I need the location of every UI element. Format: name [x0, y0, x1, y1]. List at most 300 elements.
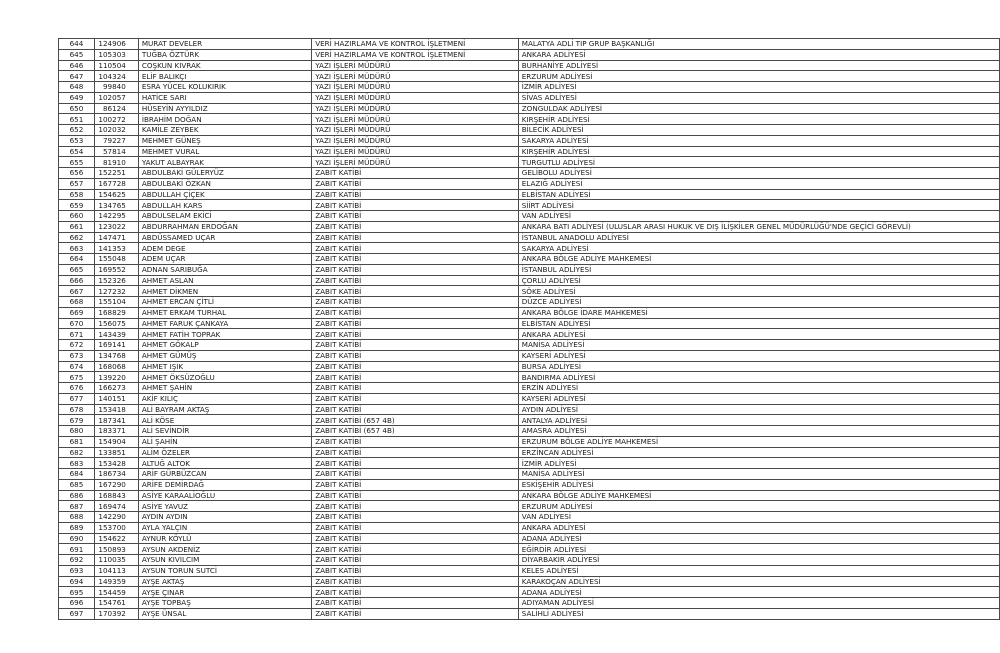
- job-title-cell: ZABIT KATİBİ: [312, 587, 519, 598]
- row-number-cell: 686: [59, 490, 95, 501]
- job-title-cell: ZABIT KATİBİ: [312, 490, 519, 501]
- workplace-cell: ADANA ADLİYESİ: [518, 533, 999, 544]
- workplace-cell: ANKARA ADLİYESİ: [518, 522, 999, 533]
- full-name-cell: TUĞBA ÖZTÜRK: [138, 49, 311, 60]
- table-row: [59, 587, 1000, 598]
- table-row: [59, 135, 1000, 146]
- table-row: [59, 168, 1000, 179]
- table-row: [59, 232, 1000, 243]
- registry-number-cell: 169552: [94, 264, 138, 275]
- job-title-cell: ZABIT KATİBİ: [312, 361, 519, 372]
- full-name-cell: AYSUN AKDENİZ: [138, 544, 311, 555]
- row-number-cell: 680: [59, 426, 95, 437]
- workplace-cell: KAYSERİ ADLİYESİ: [518, 350, 999, 361]
- table-row: [59, 200, 1000, 211]
- table-row: [59, 103, 1000, 114]
- table-row: [59, 350, 1000, 361]
- table-row: [59, 501, 1000, 512]
- workplace-cell: İZMİR ADLİYESİ: [518, 458, 999, 469]
- registry-number-cell: 102057: [94, 92, 138, 103]
- job-title-cell: YAZI İŞLERİ MÜDÜRÜ: [312, 157, 519, 168]
- table-row: [59, 297, 1000, 308]
- registry-number-cell: 134768: [94, 350, 138, 361]
- table-row: [59, 555, 1000, 566]
- row-number-cell: 647: [59, 71, 95, 82]
- registry-number-cell: 155104: [94, 297, 138, 308]
- registry-number-cell: 102032: [94, 125, 138, 136]
- table-row: [59, 275, 1000, 286]
- job-title-cell: ZABIT KATİBİ: [312, 350, 519, 361]
- registry-number-cell: 183371: [94, 426, 138, 437]
- job-title-cell: YAZI İŞLERİ MÜDÜRÜ: [312, 71, 519, 82]
- full-name-cell: AYŞE ÇINAR: [138, 587, 311, 598]
- table-row: [59, 426, 1000, 437]
- job-title-cell: ZABIT KATİBİ (657 4B): [312, 426, 519, 437]
- workplace-cell: ANKARA ADLİYESİ: [518, 329, 999, 340]
- row-number-cell: 679: [59, 415, 95, 426]
- registry-number-cell: 149359: [94, 576, 138, 587]
- row-number-cell: 656: [59, 168, 95, 179]
- registry-number-cell: 167728: [94, 178, 138, 189]
- workplace-cell: ERZİN ADLİYESİ: [518, 383, 999, 394]
- workplace-cell: MANİSA ADLİYESİ: [518, 469, 999, 480]
- registry-number-cell: 141353: [94, 243, 138, 254]
- row-number-cell: 653: [59, 135, 95, 146]
- row-number-cell: 648: [59, 82, 95, 93]
- job-title-cell: ZABIT KATİBİ: [312, 372, 519, 383]
- full-name-cell: HATİCE SARI: [138, 92, 311, 103]
- table-row: [59, 340, 1000, 351]
- full-name-cell: ABDÜSSAMED UÇAR: [138, 232, 311, 243]
- table-row: [59, 71, 1000, 82]
- row-number-cell: 651: [59, 114, 95, 125]
- row-number-cell: 657: [59, 178, 95, 189]
- job-title-cell: YAZI İŞLERİ MÜDÜRÜ: [312, 82, 519, 93]
- row-number-cell: 683: [59, 458, 95, 469]
- full-name-cell: AYSUN KIVILCIM: [138, 555, 311, 566]
- workplace-cell: ERZURUM ADLİYESİ: [518, 71, 999, 82]
- full-name-cell: AHMET FARUK ÇANKAYA: [138, 318, 311, 329]
- full-name-cell: AHMET IŞIK: [138, 361, 311, 372]
- workplace-cell: GELİBOLU ADLİYESİ: [518, 168, 999, 179]
- job-title-cell: ZABIT KATİBİ: [312, 436, 519, 447]
- full-name-cell: ALİM ÖZELER: [138, 447, 311, 458]
- workplace-cell: KELES ADLİYESİ: [518, 565, 999, 576]
- registry-number-cell: 154459: [94, 587, 138, 598]
- row-number-cell: 685: [59, 479, 95, 490]
- workplace-cell: VAN ADLİYESİ: [518, 211, 999, 222]
- row-number-cell: 666: [59, 275, 95, 286]
- table-row: [59, 243, 1000, 254]
- full-name-cell: ALİ SEVİNDİR: [138, 426, 311, 437]
- row-number-cell: 678: [59, 404, 95, 415]
- full-name-cell: AHMET ASLAN: [138, 275, 311, 286]
- row-number-cell: 691: [59, 544, 95, 555]
- table-row: [59, 318, 1000, 329]
- workplace-cell: ERZURUM BÖLGE ADLİYE MAHKEMESİ: [518, 436, 999, 447]
- workplace-cell: DÜZCE ADLİYESİ: [518, 297, 999, 308]
- full-name-cell: ABDULLAH ÇİÇEK: [138, 189, 311, 200]
- row-number-cell: 658: [59, 189, 95, 200]
- table-row: [59, 157, 1000, 168]
- row-number-cell: 675: [59, 372, 95, 383]
- row-number-cell: 655: [59, 157, 95, 168]
- full-name-cell: AYNUR KÖYLÜ: [138, 533, 311, 544]
- job-title-cell: YAZI İŞLERİ MÜDÜRÜ: [312, 103, 519, 114]
- job-title-cell: ZABIT KATİBİ: [312, 318, 519, 329]
- full-name-cell: ELİF BALIKÇI: [138, 71, 311, 82]
- row-number-cell: 649: [59, 92, 95, 103]
- row-number-cell: 650: [59, 103, 95, 114]
- workplace-cell: ERZURUM ADLİYESİ: [518, 501, 999, 512]
- workplace-cell: ANKARA BATI ADLİYESİ (ULUSLAR ARASI HUKUK VE DIŞ İLİŞKİLER GENEL MÜDÜRLÜĞÜ'NDE GEÇİCİ GÖREVLİ): [518, 221, 999, 232]
- full-name-cell: ALTUĞ ALTOK: [138, 458, 311, 469]
- workplace-cell: ADANA ADLİYESİ: [518, 587, 999, 598]
- registry-number-cell: 152251: [94, 168, 138, 179]
- table-body: [59, 39, 1000, 620]
- job-title-cell: ZABIT KATİBİ: [312, 469, 519, 480]
- workplace-cell: KAYSERİ ADLİYESİ: [518, 393, 999, 404]
- full-name-cell: AYŞE ÜNSAL: [138, 608, 311, 619]
- job-title-cell: ZABIT KATİBİ: [312, 168, 519, 179]
- full-name-cell: HÜSEYİN AYYILDIZ: [138, 103, 311, 114]
- workplace-cell: İSTANBUL ADLİYESİ: [518, 264, 999, 275]
- workplace-cell: SÖKE ADLİYESİ: [518, 286, 999, 297]
- table-row: [59, 490, 1000, 501]
- table-row: [59, 565, 1000, 576]
- row-number-cell: 687: [59, 501, 95, 512]
- table-row: [59, 404, 1000, 415]
- full-name-cell: ABDURRAHMAN ERDOĞAN: [138, 221, 311, 232]
- job-title-cell: ZABIT KATİBİ: [312, 297, 519, 308]
- full-name-cell: ESRA YÜCEL KOLUKIRIK: [138, 82, 311, 93]
- row-number-cell: 646: [59, 60, 95, 71]
- full-name-cell: AHMET ERKAM TURHAL: [138, 307, 311, 318]
- row-number-cell: 696: [59, 598, 95, 609]
- workplace-cell: SALİHLİ ADLİYESİ: [518, 608, 999, 619]
- table-row: [59, 383, 1000, 394]
- registry-number-cell: 57814: [94, 146, 138, 157]
- workplace-cell: ANKARA BÖLGE İDARE MAHKEMESİ: [518, 307, 999, 318]
- registry-number-cell: 186734: [94, 469, 138, 480]
- workplace-cell: SAKARYA ADLİYESİ: [518, 243, 999, 254]
- workplace-cell: SİVAS ADLİYESİ: [518, 92, 999, 103]
- job-title-cell: ZABIT KATİBİ: [312, 598, 519, 609]
- table-row: [59, 544, 1000, 555]
- registry-number-cell: 153418: [94, 404, 138, 415]
- job-title-cell: YAZI İŞLERİ MÜDÜRÜ: [312, 135, 519, 146]
- table-row: [59, 436, 1000, 447]
- workplace-cell: MALATYA ADLİ TIP GRUP BAŞKANLIĞI: [518, 39, 999, 50]
- job-title-cell: ZABIT KATİBİ: [312, 479, 519, 490]
- job-title-cell: ZABIT KATİBİ: [312, 307, 519, 318]
- table-row: [59, 92, 1000, 103]
- table-row: [59, 49, 1000, 60]
- workplace-cell: MANİSA ADLİYESİ: [518, 340, 999, 351]
- registry-number-cell: 104113: [94, 565, 138, 576]
- job-title-cell: ZABIT KATİBİ: [312, 340, 519, 351]
- job-title-cell: ZABIT KATİBİ (657 4B): [312, 415, 519, 426]
- table-row: [59, 415, 1000, 426]
- registry-number-cell: 86124: [94, 103, 138, 114]
- full-name-cell: İBRAHİM DOĞAN: [138, 114, 311, 125]
- table-row: [59, 125, 1000, 136]
- row-number-cell: 671: [59, 329, 95, 340]
- workplace-cell: ZONGULDAK ADLİYESİ: [518, 103, 999, 114]
- row-number-cell: 682: [59, 447, 95, 458]
- full-name-cell: MEHMET VURAL: [138, 146, 311, 157]
- full-name-cell: AHMET ÖKSÜZOĞLU: [138, 372, 311, 383]
- workplace-cell: AYDIN ADLİYESİ: [518, 404, 999, 415]
- table-row: [59, 608, 1000, 619]
- full-name-cell: AYŞE TOPBAŞ: [138, 598, 311, 609]
- registry-number-cell: 79227: [94, 135, 138, 146]
- table-row: [59, 307, 1000, 318]
- job-title-cell: ZABIT KATİBİ: [312, 254, 519, 265]
- registry-number-cell: 153700: [94, 522, 138, 533]
- full-name-cell: ABDULBAKİ GÜLERYÜZ: [138, 168, 311, 179]
- full-name-cell: AYDIN AYDIN: [138, 512, 311, 523]
- table-row: [59, 393, 1000, 404]
- workplace-cell: ESKİŞEHİR ADLİYESİ: [518, 479, 999, 490]
- job-title-cell: ZABIT KATİBİ: [312, 221, 519, 232]
- full-name-cell: COŞKUN KIVRAK: [138, 60, 311, 71]
- workplace-cell: ANKARA BÖLGE ADLİYE MAHKEMESİ: [518, 490, 999, 501]
- table-row: [59, 178, 1000, 189]
- workplace-cell: VAN ADLİYESİ: [518, 512, 999, 523]
- registry-number-cell: 187341: [94, 415, 138, 426]
- registry-number-cell: 168843: [94, 490, 138, 501]
- full-name-cell: YAKUT ALBAYRAK: [138, 157, 311, 168]
- registry-number-cell: 150893: [94, 544, 138, 555]
- job-title-cell: ZABIT KATİBİ: [312, 383, 519, 394]
- job-title-cell: YAZI İŞLERİ MÜDÜRÜ: [312, 92, 519, 103]
- table-row: [59, 372, 1000, 383]
- workplace-cell: ANTALYA ADLİYESİ: [518, 415, 999, 426]
- row-number-cell: 644: [59, 39, 95, 50]
- workplace-cell: ADIYAMAN ADLİYESİ: [518, 598, 999, 609]
- row-number-cell: 661: [59, 221, 95, 232]
- registry-number-cell: 167290: [94, 479, 138, 490]
- registry-number-cell: 104324: [94, 71, 138, 82]
- workplace-cell: DİYARBAKIR ADLİYESİ: [518, 555, 999, 566]
- table-row: [59, 221, 1000, 232]
- workplace-cell: İSTANBUL ANADOLU ADLİYESİ: [518, 232, 999, 243]
- workplace-cell: BANDIRMA ADLİYESİ: [518, 372, 999, 383]
- registry-number-cell: 154904: [94, 436, 138, 447]
- workplace-cell: SAKARYA ADLİYESİ: [518, 135, 999, 146]
- job-title-cell: ZABIT KATİBİ: [312, 555, 519, 566]
- table-row: [59, 82, 1000, 93]
- row-number-cell: 692: [59, 555, 95, 566]
- full-name-cell: ALİ KÖSE: [138, 415, 311, 426]
- registry-number-cell: 169141: [94, 340, 138, 351]
- full-name-cell: ADEM DEGE: [138, 243, 311, 254]
- registry-number-cell: 133851: [94, 447, 138, 458]
- row-number-cell: 689: [59, 522, 95, 533]
- table-row: [59, 533, 1000, 544]
- full-name-cell: ALİ BAYRAM AKTAŞ: [138, 404, 311, 415]
- registry-number-cell: 166273: [94, 383, 138, 394]
- job-title-cell: YAZI İŞLERİ MÜDÜRÜ: [312, 146, 519, 157]
- job-title-cell: ZABIT KATİBİ: [312, 275, 519, 286]
- registry-number-cell: 110504: [94, 60, 138, 71]
- registry-number-cell: 140151: [94, 393, 138, 404]
- row-number-cell: 645: [59, 49, 95, 60]
- row-number-cell: 665: [59, 264, 95, 275]
- registry-number-cell: 170392: [94, 608, 138, 619]
- full-name-cell: KAMİLE ZEYBEK: [138, 125, 311, 136]
- full-name-cell: AHMET DİKMEN: [138, 286, 311, 297]
- job-title-cell: ZABIT KATİBİ: [312, 576, 519, 587]
- full-name-cell: ABDULBAKİ ÖZKAN: [138, 178, 311, 189]
- job-title-cell: ZABIT KATİBİ: [312, 200, 519, 211]
- registry-number-cell: 139220: [94, 372, 138, 383]
- registry-number-cell: 153428: [94, 458, 138, 469]
- row-number-cell: 676: [59, 383, 95, 394]
- registry-number-cell: 134765: [94, 200, 138, 211]
- full-name-cell: ARİF GÜRBÜZCAN: [138, 469, 311, 480]
- job-title-cell: ZABIT KATİBİ: [312, 565, 519, 576]
- workplace-cell: BİLECİK ADLİYESİ: [518, 125, 999, 136]
- registry-number-cell: 168829: [94, 307, 138, 318]
- row-number-cell: 668: [59, 297, 95, 308]
- job-title-cell: ZABIT KATİBİ: [312, 286, 519, 297]
- table-row: [59, 458, 1000, 469]
- job-title-cell: YAZI İŞLERİ MÜDÜRÜ: [312, 60, 519, 71]
- full-name-cell: ADNAN SARIBUĞA: [138, 264, 311, 275]
- full-name-cell: ADEM UÇAR: [138, 254, 311, 265]
- table-row: [59, 60, 1000, 71]
- full-name-cell: AKİF KILIÇ: [138, 393, 311, 404]
- registry-number-cell: 152326: [94, 275, 138, 286]
- registry-number-cell: 147471: [94, 232, 138, 243]
- job-title-cell: ZABIT KATİBİ: [312, 608, 519, 619]
- job-title-cell: ZABIT KATİBİ: [312, 232, 519, 243]
- registry-number-cell: 100272: [94, 114, 138, 125]
- row-number-cell: 670: [59, 318, 95, 329]
- full-name-cell: AYŞE AKTAŞ: [138, 576, 311, 587]
- row-number-cell: 693: [59, 565, 95, 576]
- row-number-cell: 669: [59, 307, 95, 318]
- table-row: [59, 598, 1000, 609]
- row-number-cell: 662: [59, 232, 95, 243]
- full-name-cell: ASİYE KARAALİOĞLU: [138, 490, 311, 501]
- table-row: [59, 512, 1000, 523]
- table-row: [59, 469, 1000, 480]
- registry-number-cell: 156075: [94, 318, 138, 329]
- full-name-cell: AYLA YALÇIN: [138, 522, 311, 533]
- row-number-cell: 688: [59, 512, 95, 523]
- workplace-cell: BURSA ADLİYESİ: [518, 361, 999, 372]
- table-row: [59, 447, 1000, 458]
- workplace-cell: ERZİNCAN ADLİYESİ: [518, 447, 999, 458]
- workplace-cell: ANKARA BÖLGE ADLİYE MAHKEMESİ: [518, 254, 999, 265]
- row-number-cell: 677: [59, 393, 95, 404]
- job-title-cell: ZABIT KATİBİ: [312, 544, 519, 555]
- table-row: [59, 254, 1000, 265]
- row-number-cell: 667: [59, 286, 95, 297]
- registry-number-cell: 99840: [94, 82, 138, 93]
- workplace-cell: ELBİSTAN ADLİYESİ: [518, 189, 999, 200]
- row-number-cell: 664: [59, 254, 95, 265]
- workplace-cell: ANKARA ADLİYESİ: [518, 49, 999, 60]
- registry-number-cell: 154625: [94, 189, 138, 200]
- job-title-cell: ZABIT KATİBİ: [312, 329, 519, 340]
- job-title-cell: ZABIT KATİBİ: [312, 189, 519, 200]
- table-row: [59, 329, 1000, 340]
- row-number-cell: 663: [59, 243, 95, 254]
- table-row: [59, 211, 1000, 222]
- table-row: [59, 264, 1000, 275]
- job-title-cell: YAZI İŞLERİ MÜDÜRÜ: [312, 125, 519, 136]
- table-row: [59, 114, 1000, 125]
- job-title-cell: VERİ HAZIRLAMA VE KONTROL İŞLETMENİ: [312, 49, 519, 60]
- workplace-cell: TURGUTLU ADLİYESİ: [518, 157, 999, 168]
- personnel-table: [58, 38, 1000, 620]
- job-title-cell: ZABIT KATİBİ: [312, 458, 519, 469]
- full-name-cell: ABDULLAH KARS: [138, 200, 311, 211]
- job-title-cell: ZABIT KATİBİ: [312, 211, 519, 222]
- registry-number-cell: 154622: [94, 533, 138, 544]
- row-number-cell: 673: [59, 350, 95, 361]
- registry-number-cell: 168068: [94, 361, 138, 372]
- job-title-cell: ZABIT KATİBİ: [312, 522, 519, 533]
- workplace-cell: KIRŞEHİR ADLİYESİ: [518, 114, 999, 125]
- registry-number-cell: 169474: [94, 501, 138, 512]
- workplace-cell: BURHANİYE ADLİYESİ: [518, 60, 999, 71]
- full-name-cell: AYSUN TORUN SUTCİ: [138, 565, 311, 576]
- row-number-cell: 694: [59, 576, 95, 587]
- row-number-cell: 660: [59, 211, 95, 222]
- table-row: [59, 479, 1000, 490]
- registry-number-cell: 155048: [94, 254, 138, 265]
- full-name-cell: AHMET ŞAHİN: [138, 383, 311, 394]
- full-name-cell: AHMET FATİH TOPRAK: [138, 329, 311, 340]
- job-title-cell: ZABIT KATİBİ: [312, 404, 519, 415]
- workplace-cell: İZMİR ADLİYESİ: [518, 82, 999, 93]
- registry-number-cell: 124906: [94, 39, 138, 50]
- registry-number-cell: 127232: [94, 286, 138, 297]
- registry-number-cell: 143439: [94, 329, 138, 340]
- row-number-cell: 674: [59, 361, 95, 372]
- registry-number-cell: 142295: [94, 211, 138, 222]
- registry-number-cell: 81910: [94, 157, 138, 168]
- row-number-cell: 652: [59, 125, 95, 136]
- job-title-cell: ZABIT KATİBİ: [312, 512, 519, 523]
- table-row: [59, 39, 1000, 50]
- full-name-cell: ABDULSELAM EKİCİ: [138, 211, 311, 222]
- job-title-cell: ZABIT KATİBİ: [312, 533, 519, 544]
- row-number-cell: 654: [59, 146, 95, 157]
- workplace-cell: SİİRT ADLİYESİ: [518, 200, 999, 211]
- full-name-cell: ARİFE DEMİRDAĞ: [138, 479, 311, 490]
- table-row: [59, 361, 1000, 372]
- full-name-cell: ASİYE YAVUZ: [138, 501, 311, 512]
- job-title-cell: YAZI İŞLERİ MÜDÜRÜ: [312, 114, 519, 125]
- table-row: [59, 189, 1000, 200]
- workplace-cell: AMASRA ADLİYESİ: [518, 426, 999, 437]
- row-number-cell: 690: [59, 533, 95, 544]
- job-title-cell: VERİ HAZIRLAMA VE KONTROL İŞLETMENİ: [312, 39, 519, 50]
- full-name-cell: ALİ ŞAHİN: [138, 436, 311, 447]
- full-name-cell: MURAT DEVELER: [138, 39, 311, 50]
- job-title-cell: ZABIT KATİBİ: [312, 501, 519, 512]
- registry-number-cell: 123022: [94, 221, 138, 232]
- workplace-cell: ELBİSTAN ADLİYESİ: [518, 318, 999, 329]
- row-number-cell: 672: [59, 340, 95, 351]
- workplace-cell: EĞİRDİR ADLİYESİ: [518, 544, 999, 555]
